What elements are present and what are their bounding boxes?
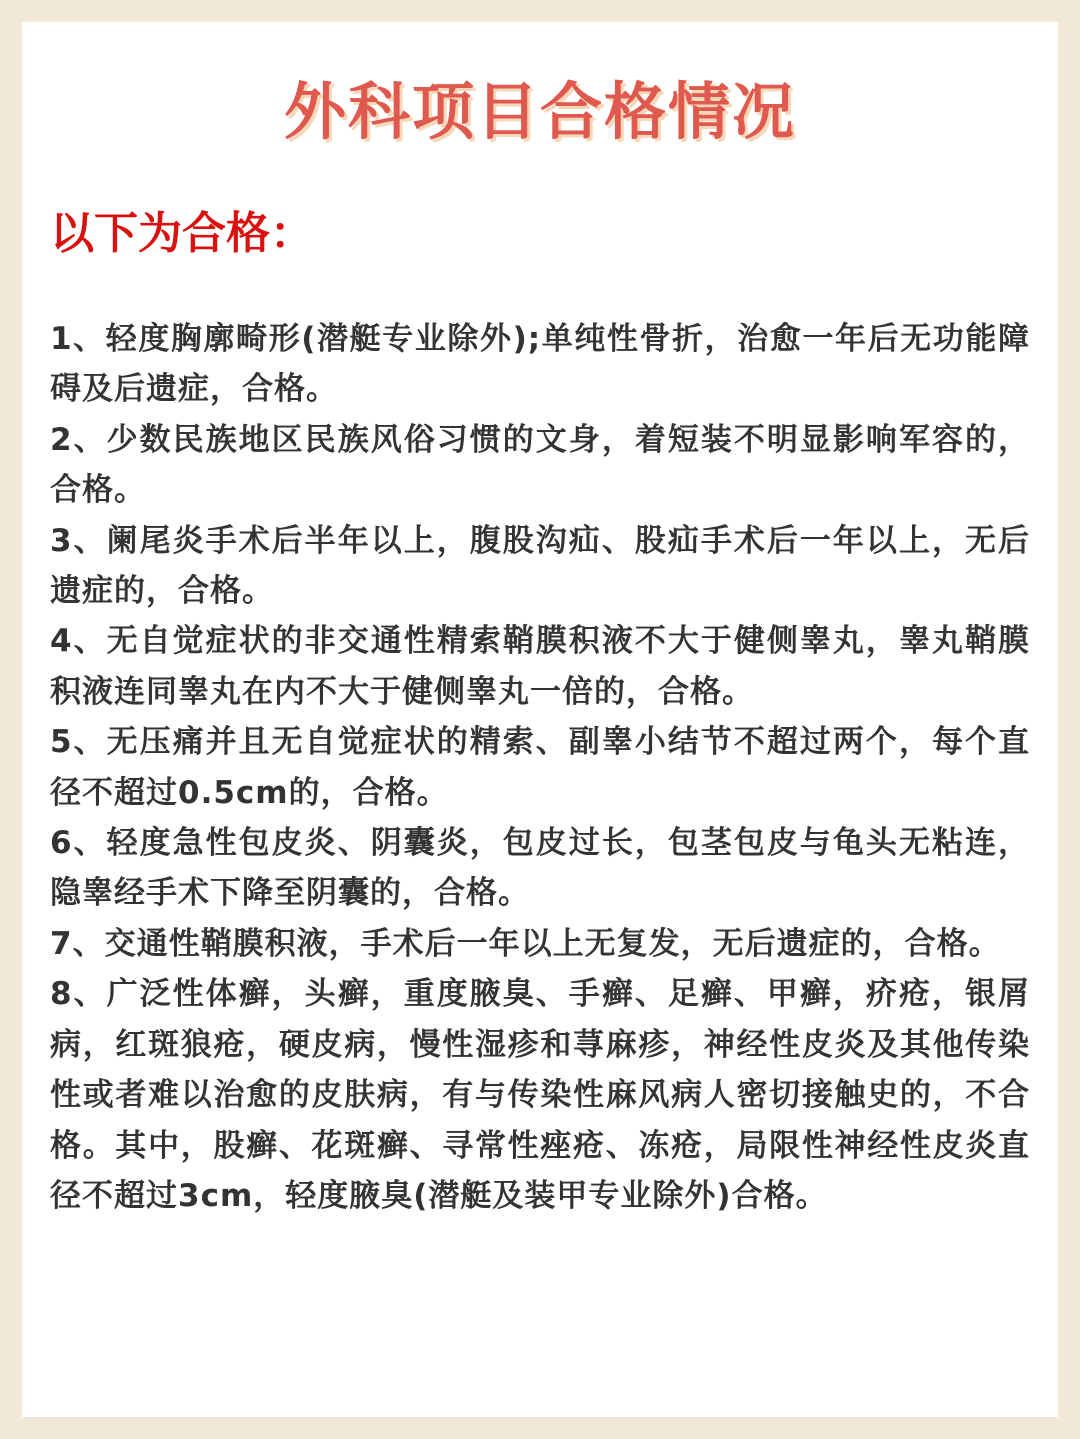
list-item: 7、交通性鞘膜积液，手术后一年以上无复发，无后遗症的，合格。 bbox=[50, 925, 1001, 962]
qualification-list bbox=[50, 314, 1030, 1221]
list-item: 8、广泛性体癣，头癣，重度腋臭、手癣、足癣、甲癣，疥疮，银屑病，红斑狼疮，硬皮病，慢性湿疹和荨麻疹，神经性皮炎及其他传染性或者难以治愈的皮肤病，有与传染性麻风病人密切接触史的，不合格。其中，股癣、花斑癣、寻常性痤疮、冻疮，局限性神经性皮炎直径不超过3cm，轻度腋臭(潜艇及装甲专业除外)合格。 bbox=[50, 976, 1030, 1214]
list-item: 2、少数民族地区民族风俗习惯的文身，着短装不明显影响军容的，合格。 bbox=[50, 421, 1030, 509]
list-item: 3、阑尾炎手术后半年以上，腹股沟疝、股疝手术后一年以上，无后遗症的，合格。 bbox=[50, 522, 1030, 610]
list-item: 6、轻度急性包皮炎、阴囊炎，包皮过长，包茎包皮与龟头无粘连，隐睾经手术下降至阴囊的，合格。 bbox=[50, 825, 1030, 912]
list-item: 1、轻度胸廓畸形(潜艇专业除外);单纯性骨折，治愈一年后无功能障碍及后遗症，合格。 bbox=[50, 321, 1030, 408]
list-item: 5、无压痛并且无自觉症状的精索、副睾小结节不超过两个，每个直径不超过0.5cm的，合格。 bbox=[50, 724, 1030, 811]
list-item: 4、无自觉症状的非交通性精索鞘膜积液不大于健侧睾丸，睾丸鞘膜积液连同睾丸在内不大于健侧睾丸一倍的，合格。 bbox=[50, 623, 1030, 710]
qualified-subheading: 以下为合格： bbox=[50, 208, 314, 259]
content-card bbox=[22, 22, 1058, 1417]
page-title: 外科项目合格情况 bbox=[283, 75, 796, 148]
